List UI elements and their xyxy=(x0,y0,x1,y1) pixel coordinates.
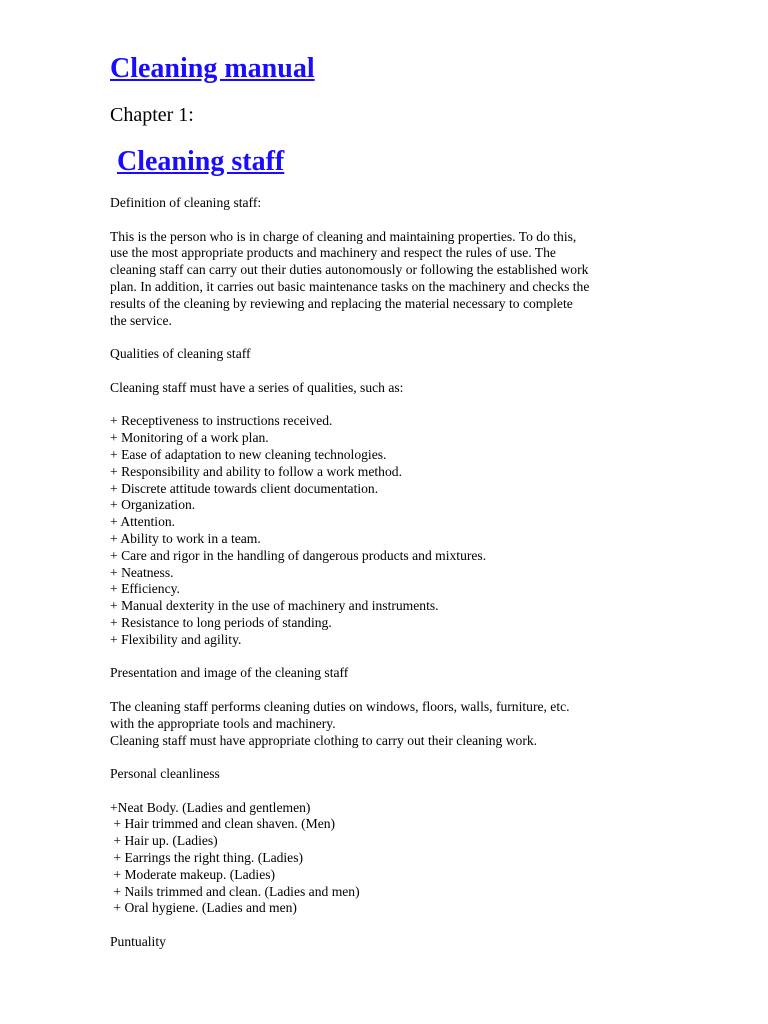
list-item: + Attention. xyxy=(110,514,176,530)
document-title[interactable]: Cleaning manual xyxy=(110,53,315,84)
list-item: + Moderate makeup. (Ladies) xyxy=(110,866,276,882)
spacer xyxy=(110,783,670,800)
list-item: + Neatness. xyxy=(110,564,174,580)
list-item: + Organization. xyxy=(110,497,196,513)
paragraph-line: Cleaning staff must have appropriate clothing to carry out their cleaning work. xyxy=(110,732,538,748)
spacer xyxy=(110,397,670,414)
list-item: + Ability to work in a team. xyxy=(110,530,261,546)
spacer xyxy=(110,749,670,766)
list-item: + Flexibility and agility. xyxy=(110,631,242,647)
definition-heading: Definition of cleaning staff: xyxy=(110,195,262,210)
list-item: + Earrings the right thing. (Ladies) xyxy=(110,850,304,866)
spacer xyxy=(110,329,670,346)
list-item: +Neat Body. (Ladies and gentlemen) xyxy=(110,799,311,815)
list-item: + Discrete attitude towards client documentation. xyxy=(110,480,379,496)
qualities-heading: Qualities of cleaning staff xyxy=(110,346,251,362)
paragraph-line: use the most appropriate products and machinery and respect the rules of use. The xyxy=(110,245,556,261)
list-item: + Hair up. (Ladies) xyxy=(110,833,218,849)
list-item: + Manual dexterity in the use of machinery and instruments. xyxy=(110,598,439,614)
list-item: + Care and rigor in the handling of dangerous products and mixtures. xyxy=(110,547,487,563)
spacer xyxy=(110,363,670,380)
spacer xyxy=(110,212,670,229)
list-item: + Responsibility and ability to follow a work method. xyxy=(110,463,402,479)
list-item: + Resistance to long periods of standing. xyxy=(110,614,332,630)
body-text xyxy=(110,195,670,951)
list-item: + Efficiency. xyxy=(110,581,180,597)
spacer xyxy=(110,682,670,699)
section-title[interactable]: Cleaning staff xyxy=(117,146,285,177)
paragraph-line: the service. xyxy=(110,312,172,328)
list-item: + Ease of adaptation to new cleaning technologies. xyxy=(110,446,387,462)
qualities-intro: Cleaning staff must have a series of qualities, such as: xyxy=(110,379,404,395)
paragraph-line: results of the cleaning by reviewing and replacing the material necessary to complete xyxy=(110,295,573,311)
qualities-list xyxy=(110,413,670,648)
spacer xyxy=(110,917,670,934)
list-item: + Hair trimmed and clean shaven. (Men) xyxy=(110,816,336,832)
punctuality-heading: Puntuality xyxy=(110,934,166,950)
paragraph-line: with the appropriate tools and machinery. xyxy=(110,715,336,731)
paragraph-line: cleaning staff can carry out their duties autonomously or following the established work xyxy=(110,262,589,278)
chapter-heading: Chapter 1: xyxy=(110,104,194,126)
paragraph-line: The cleaning staff performs cleaning duties on windows, floors, walls, furniture, etc. xyxy=(110,698,570,714)
list-item: + Nails trimmed and clean. (Ladies and men) xyxy=(110,883,360,899)
paragraph-line: This is the person who is in charge of cleaning and maintaining properties. To do this, xyxy=(110,228,577,244)
definition-paragraph xyxy=(110,229,670,330)
list-item: + Receptiveness to instructions received. xyxy=(110,413,333,429)
list-item: + Oral hygiene. (Ladies and men) xyxy=(110,900,297,916)
cleanliness-list xyxy=(110,800,670,918)
paragraph-line: plan. In addition, it carries out basic maintenance tasks on the machinery and checks the xyxy=(110,278,590,294)
cleanliness-heading: Personal cleanliness xyxy=(110,766,220,782)
presentation-heading: Presentation and image of the cleaning staff xyxy=(110,665,349,681)
list-item: + Monitoring of a work plan. xyxy=(110,430,269,446)
presentation-paragraph xyxy=(110,699,670,749)
spacer xyxy=(110,649,670,666)
